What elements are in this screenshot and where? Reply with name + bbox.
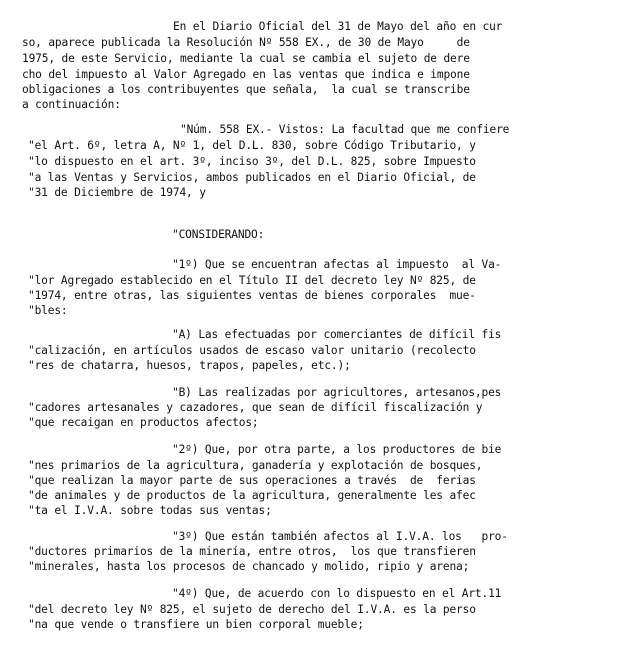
- text-line: "que recaigan en productos afectos;: [28, 416, 259, 429]
- text-line: a continuación:: [22, 98, 121, 111]
- text-line: "que realizan la mayor parte de sus operaciones a través de ferias: [28, 474, 476, 487]
- text-line: "3º) Que están también afectos al I.V.A. los pro-: [172, 530, 508, 543]
- text-line: "a las Ventas y Servicios, ambos publicados en el Diario Oficial, de: [28, 171, 476, 184]
- text-line: "A) Las efectuadas por comerciantes de difícil fis: [172, 328, 502, 341]
- text-line: cho del impuesto al Valor Agregado en las ventas que indica e impone: [22, 68, 470, 81]
- text-line: "nes primarios de la agricultura, ganadería y explotación de bosques,: [28, 459, 483, 472]
- text-line: "B) Las realizadas por agricultores, artesanos,pes: [172, 386, 502, 399]
- text-line: "Núm. 558 EX.- Vistos: La facultad que me confiere: [180, 123, 510, 136]
- section-heading: "CONSIDERANDO:: [172, 228, 265, 241]
- text-line: "el Art. 6º, letra A, Nº 1, del D.L. 830, sobre Código Tributario, y: [28, 139, 476, 152]
- text-line: "ductores primarios de la minería, entre otros, los que transfieren: [28, 545, 476, 558]
- text-line: "bles:: [28, 304, 68, 317]
- text-line: "calización, en artículos usados de escaso valor unitario (recolecto: [28, 344, 476, 357]
- text-line: "lo dispuesto en el art. 3º, inciso 3º, del D.L. 825, sobre Impuesto: [28, 155, 476, 168]
- text-line: obligaciones a los contribuyentes que señala, la cual se transcribe: [22, 83, 470, 96]
- text-line: "na que vende o transfiere un bien corporal mueble;: [28, 618, 364, 631]
- text-line: "2º) Que, por otra parte, a los productores de bie: [172, 443, 502, 456]
- text-line: "del decreto ley Nº 825, el sujeto de derecho del I.V.A. es la perso: [28, 603, 476, 616]
- text-line: "de animales y de productos de la agricultura, generalmente les afec: [28, 489, 476, 502]
- text-line: 1975, de este Servicio, mediante la cual se cambia el sujeto de dere: [22, 52, 470, 65]
- text-line: "4º) Que, de acuerdo con lo dispuesto en el Art.11: [172, 587, 502, 600]
- text-line: "31 de Diciembre de 1974, y: [28, 186, 206, 199]
- text-line: "res de chatarra, huesos, trapos, papeles, etc.);: [28, 359, 351, 372]
- text-line: En el Diario Oficial del 31 de Mayo del año en cur: [173, 20, 503, 33]
- text-line: so, aparece publicada la Resolución Nº 558 EX., de 30 de Mayo de: [22, 36, 470, 49]
- text-line: "1974, entre otras, las siguientes ventas de bienes corporales mue-: [28, 289, 476, 302]
- text-line: "cadores artesanales y cazadores, que sean de difícil fiscalización y: [28, 401, 483, 414]
- text-line: "ta el I.V.A. sobre todas sus ventas;: [28, 504, 272, 517]
- text-line: "1º) Que se encuentran afectas al impuesto al Va-: [172, 258, 502, 271]
- text-line: "minerales, hasta los procesos de chancado y molido, ripio y arena;: [28, 560, 470, 573]
- text-line: "lor Agregado establecido en el Título II del decreto ley Nº 825, de: [28, 274, 476, 287]
